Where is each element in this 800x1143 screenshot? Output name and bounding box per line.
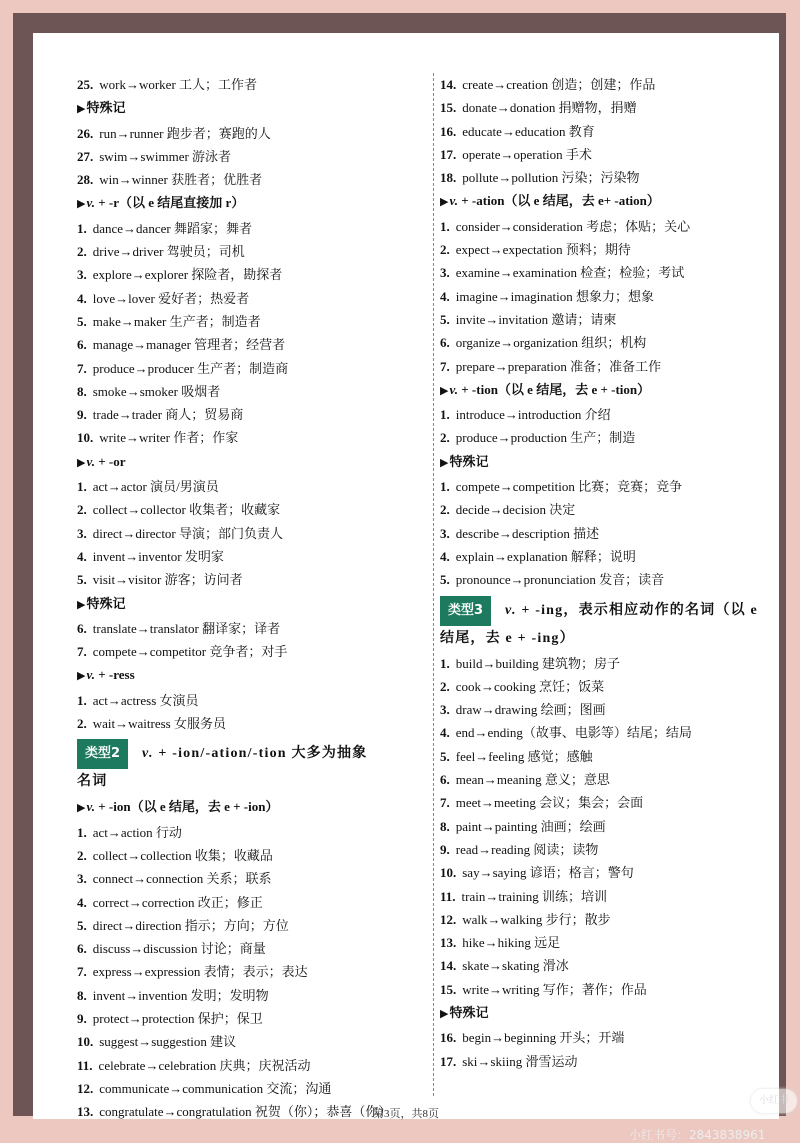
list-item (440, 1050, 785, 1073)
list-item (440, 166, 785, 189)
item-text: ski→skiing 滑雪运动 (462, 1053, 578, 1069)
list-item (77, 240, 427, 263)
item-number: 4. (440, 548, 450, 564)
item-number: 4. (77, 894, 87, 910)
subheading (77, 795, 427, 820)
list-item (440, 791, 785, 814)
list-item (77, 217, 427, 240)
list-item (440, 426, 785, 449)
list-item (77, 145, 427, 168)
item-number: 6. (77, 941, 87, 957)
item-text: collect→collector 收集者；收藏家 (92, 502, 281, 518)
item-number: 2. (440, 678, 450, 694)
item-text: build→building 建筑物；房子 (455, 655, 621, 671)
item-text: feel→feeling 感觉；感触 (455, 748, 593, 764)
item-text: prepare→preparation 准备；准备工作 (455, 358, 662, 374)
item-number: 1. (440, 218, 450, 234)
item-text: run→runner 跑步者；赛跑的人 (99, 125, 271, 141)
item-number: 3. (77, 525, 87, 541)
item-number: 1. (77, 479, 87, 495)
document-page (33, 33, 789, 1142)
watermark-id: 小红书号：2843838961 (629, 1128, 766, 1142)
item-number: 11. (440, 888, 456, 904)
item-text: protect→protection 保护；保卫 (92, 1010, 263, 1026)
list-item (77, 475, 427, 498)
list-item (440, 815, 785, 838)
item-text: examine→examination 检查；检验；考试 (455, 265, 685, 281)
list-item (77, 426, 427, 449)
item-text: draw→drawing 绘画；图画 (455, 702, 606, 718)
triangle-bullet-icon: ▶ (77, 103, 86, 116)
item-text: congratulate→congratulation 祝贺（你）；恭喜（你） (99, 1104, 392, 1120)
item-text: create→creation 创造；创建；作品 (462, 77, 656, 92)
list-item (77, 403, 427, 426)
list-item (77, 380, 427, 403)
triangle-bullet-icon: ▶ (440, 1007, 449, 1020)
item-number: 3. (77, 871, 87, 887)
item-number: 8. (77, 987, 87, 1003)
item-number: 5. (77, 313, 87, 329)
list-item (77, 937, 427, 960)
item-number: 13. (440, 935, 457, 951)
item-number: 4. (440, 725, 450, 741)
item-number: 2. (77, 716, 87, 732)
item-text: explore→explorer 探险者，勘探者 (92, 267, 283, 283)
subheading (77, 191, 427, 216)
subheading (440, 450, 785, 475)
item-text: make→maker 生产者；制造者 (92, 313, 261, 329)
item-text: write→writing 写作；著作；作品 (462, 981, 647, 997)
list-item (440, 522, 785, 545)
type-heading (440, 596, 785, 626)
list-item (440, 954, 785, 977)
item-text: direct→direction 指示；方向；方位 (92, 917, 289, 933)
item-text: work→worker 工人；工作者 (99, 77, 258, 92)
item-text: donate→donation 捐赠物，捐赠 (462, 100, 637, 116)
list-item (440, 721, 785, 744)
list-item (440, 285, 785, 308)
list-item (77, 914, 427, 937)
item-text: invite→invitation 邀请；请柬 (455, 311, 617, 327)
item-number: 4. (77, 290, 87, 306)
list-item (440, 403, 785, 426)
item-number: 3. (440, 265, 450, 281)
item-text: direct→director 导演；部门负责人 (92, 525, 284, 541)
item-number: 15. (440, 100, 457, 116)
item-number: 7. (77, 644, 87, 660)
item-text: expect→expectation 预料；期待 (455, 242, 631, 258)
subheading-text: + -or (95, 453, 126, 469)
item-number: 1. (440, 655, 450, 671)
triangle-bullet-icon: ▶ (77, 456, 86, 469)
left-column (77, 73, 427, 1123)
item-number: 10. (440, 865, 457, 881)
item-number: 7. (77, 964, 87, 980)
subheading-text: 特殊记 (86, 595, 126, 611)
triangle-bullet-icon: ▶ (77, 598, 86, 611)
item-text: pronounce→pronunciation 发音；读音 (455, 572, 665, 588)
list-item (77, 333, 427, 356)
item-number: 16. (440, 1030, 457, 1046)
list-item (77, 1077, 427, 1100)
item-text: connect→connection 关系；联系 (92, 871, 272, 887)
item-text: train→training 训练；培训 (461, 888, 608, 904)
item-text: produce→producer 生产者；制造商 (92, 360, 289, 376)
page-frame (13, 13, 789, 1142)
list-item (440, 96, 785, 119)
list-item (77, 522, 427, 545)
list-item (440, 475, 785, 498)
item-text: invent→inventor 发明家 (92, 548, 224, 564)
item-number: 1. (77, 692, 87, 708)
list-item (77, 168, 427, 191)
item-number: 2. (77, 244, 87, 260)
item-text: read→reading 阅读；读物 (455, 841, 599, 857)
list-item (440, 215, 785, 238)
item-text: explain→explanation 解释；说明 (455, 548, 636, 564)
list-item (77, 310, 427, 333)
item-number: 8. (77, 383, 87, 399)
list-item (440, 331, 785, 354)
item-number: 7. (440, 795, 450, 811)
list-item (440, 73, 785, 96)
item-text: correct→correction 改正；修正 (92, 894, 263, 910)
item-number: 2. (440, 242, 450, 258)
item-number: 6. (440, 335, 450, 351)
part-of-speech: v. (449, 193, 459, 209)
item-number: 10. (77, 430, 94, 446)
list-item (77, 122, 427, 145)
list-item (77, 689, 427, 712)
list-item (440, 498, 785, 521)
item-number: 11. (77, 1057, 93, 1073)
item-text: consider→consideration 考虑；体贴；关心 (455, 218, 691, 234)
part-of-speech: v. (86, 667, 96, 683)
list-item (77, 867, 427, 890)
item-text: mean→meaning 意义；意思 (455, 772, 610, 788)
list-item (77, 821, 427, 844)
item-text: translate→translator 翻译家；译者 (92, 620, 281, 636)
item-text: compete→competitor 竞争者；对手 (92, 644, 288, 660)
item-number: 10. (77, 1034, 94, 1050)
list-item (77, 498, 427, 521)
part-of-speech: v. (86, 799, 96, 815)
item-number: 6. (77, 620, 87, 636)
list-item (440, 355, 785, 378)
type-heading-continuation: 结尾，去 e + -ing） (440, 630, 575, 646)
item-number: 8. (440, 818, 450, 834)
list-item (77, 960, 427, 983)
item-number: 28. (77, 172, 94, 188)
part-of-speech: v. (449, 381, 459, 397)
item-text: imagine→imagination 想象力；想象 (455, 288, 654, 304)
item-number: 12. (440, 911, 457, 927)
list-item (77, 357, 427, 380)
triangle-bullet-icon: ▶ (77, 670, 86, 683)
list-item (440, 652, 785, 675)
list-item (77, 617, 427, 640)
list-item (440, 698, 785, 721)
triangle-bullet-icon: ▶ (77, 802, 86, 815)
item-text: paint→painting 油画；绘画 (455, 818, 606, 834)
item-text: communicate→communication 交流；沟通 (99, 1080, 332, 1096)
triangle-bullet-icon: ▶ (77, 198, 86, 211)
item-number: 6. (440, 772, 450, 788)
subheading-text: 特殊记 (449, 1004, 489, 1020)
list-item (440, 908, 785, 931)
item-text: decide→decision 决定 (455, 502, 576, 518)
item-number: 7. (440, 358, 450, 374)
item-number: 14. (440, 77, 457, 92)
item-number: 2. (77, 847, 87, 863)
triangle-bullet-icon: ▶ (440, 196, 449, 209)
item-number: 1. (440, 479, 450, 495)
list-item (440, 768, 785, 791)
item-text: act→action 行动 (92, 824, 182, 840)
subheading-text: + -r（以 e 结尾直接加 r） (95, 195, 245, 211)
subheading-text: + -ation（以 e 结尾，去 e+ -ation） (458, 193, 660, 209)
item-text: end→ending（故事、电影等）结尾；结局 (455, 725, 692, 741)
item-text: walk→walking 步行；散步 (462, 911, 611, 927)
item-text: begin→beginning 开头；开端 (462, 1030, 625, 1046)
item-text: say→saying 谚语；格言；警句 (462, 865, 634, 881)
item-text: compete→competition 比赛；竞赛；竞争 (455, 479, 683, 495)
list-item (440, 1026, 785, 1049)
item-number: 2. (440, 502, 450, 518)
item-number: 6. (77, 337, 87, 353)
item-number: 14. (440, 958, 457, 974)
item-number: 18. (440, 170, 457, 186)
subheading-text: 特殊记 (86, 100, 126, 116)
item-text: produce→production 生产；制造 (455, 430, 636, 446)
item-text: wait→waitress 女服务员 (92, 716, 226, 732)
list-item (440, 931, 785, 954)
part-of-speech: v. (86, 195, 96, 211)
item-text: collect→collection 收集；收藏品 (92, 847, 273, 863)
item-text: win→winner 获胜者；优胜者 (99, 172, 263, 188)
list-item (77, 263, 427, 286)
item-text: celebrate→celebration 庆典；庆祝活动 (98, 1057, 311, 1073)
item-text: visit→visitor 游客；访问者 (92, 572, 243, 588)
list-item (77, 568, 427, 591)
item-number: 1. (77, 824, 87, 840)
item-number: 13. (77, 1104, 94, 1120)
subheading-text: + -ion（以 e 结尾，去 e + -ion） (95, 799, 279, 815)
item-text: invent→invention 发明；发明物 (92, 987, 269, 1003)
item-number: 3. (440, 525, 450, 541)
subheading-text: + -tion（以 e 结尾，去 e + -tion） (458, 381, 651, 397)
item-text: manage→manager 管理者；经营者 (92, 337, 286, 353)
list-item (440, 261, 785, 284)
list-item (440, 978, 785, 1001)
list-item (440, 143, 785, 166)
item-number: 25. (77, 77, 94, 92)
item-text: act→actress 女演员 (92, 692, 199, 708)
item-number: 26. (77, 125, 94, 141)
item-number: 12. (77, 1080, 94, 1096)
item-text: swim→swimmer 游泳者 (99, 148, 232, 164)
page-footer: 第3页，共8页 (373, 1108, 439, 1120)
item-number: 27. (77, 148, 94, 164)
list-item (440, 308, 785, 331)
list-item (440, 120, 785, 143)
item-number: 2. (440, 430, 450, 446)
list-item (77, 712, 427, 735)
list-item (440, 838, 785, 861)
subheading (77, 663, 427, 688)
right-column (433, 73, 785, 1096)
item-text: drive→driver 驾驶员；司机 (92, 244, 245, 260)
item-number: 4. (77, 548, 87, 564)
subheading (77, 96, 427, 121)
list-item (77, 984, 427, 1007)
item-text: trade→trader 商人；贸易商 (92, 407, 244, 423)
item-text: skate→skating 滑冰 (462, 958, 569, 974)
item-text: hike→hiking 远足 (462, 935, 561, 951)
type-heading (77, 739, 427, 769)
triangle-bullet-icon: ▶ (440, 456, 449, 469)
list-item (77, 844, 427, 867)
list-item (77, 73, 427, 96)
item-text: act→actor 演员/男演员 (92, 479, 219, 495)
list-item (440, 568, 785, 591)
item-text: suggest→suggestion 建议 (99, 1034, 237, 1050)
item-text: write→writer 作者；作家 (99, 430, 239, 446)
item-text: educate→education 教育 (462, 123, 595, 139)
item-number: 3. (77, 267, 87, 283)
type-heading-text: + -ing，表示相应动作的名词（以 e (516, 602, 758, 618)
subheading (440, 189, 785, 214)
list-item (77, 891, 427, 914)
item-number: 9. (77, 1010, 87, 1026)
subheading-text: + -ress (95, 667, 135, 683)
subheading (440, 378, 785, 403)
item-text: cook→cooking 烹饪；饭菜 (455, 678, 605, 694)
item-text: introduce→introduction 介绍 (455, 407, 611, 423)
list-item (77, 1007, 427, 1030)
item-number: 5. (77, 572, 87, 588)
item-number: 5. (440, 311, 450, 327)
watermark-logo: 小红书 (751, 1089, 797, 1113)
part-of-speech: v. (505, 602, 517, 618)
list-item (440, 675, 785, 698)
item-number: 16. (440, 123, 457, 139)
item-text: love→lover 爱好者；热爱者 (92, 290, 250, 306)
item-number: 15. (440, 981, 457, 997)
part-of-speech: v. (86, 453, 96, 469)
item-number: 7. (77, 360, 87, 376)
item-text: describe→description 描述 (455, 525, 600, 541)
type-heading-text: + -ion/-ation/-tion 大多为抽象 (153, 746, 368, 762)
subheading (77, 592, 427, 617)
item-number: 17. (440, 1053, 457, 1069)
list-item (77, 287, 427, 310)
item-text: smoke→smoker 吸烟者 (92, 383, 221, 399)
list-item (440, 885, 785, 908)
type-badge: 类型3 (440, 596, 491, 626)
item-number: 2. (77, 502, 87, 518)
item-text: operate→operation 手术 (462, 146, 592, 162)
item-number: 9. (77, 407, 87, 423)
triangle-bullet-icon: ▶ (440, 384, 449, 397)
item-text: pollute→pollution 污染；污染物 (462, 170, 640, 186)
item-number: 4. (440, 288, 450, 304)
item-number: 1. (440, 407, 450, 423)
type-heading-continuation: 名词 (77, 774, 108, 790)
list-item (440, 545, 785, 568)
subheading (77, 450, 427, 475)
part-of-speech: v. (142, 746, 154, 762)
list-item (77, 1054, 427, 1077)
list-item (440, 238, 785, 261)
item-number: 9. (440, 841, 450, 857)
list-item (440, 745, 785, 768)
type-badge: 类型2 (77, 739, 128, 769)
item-text: meet→meeting 会议；集会；会面 (455, 795, 644, 811)
item-number: 1. (77, 220, 87, 236)
list-item (440, 861, 785, 884)
list-item (77, 640, 427, 663)
list-item (77, 545, 427, 568)
item-text: discuss→discussion 讨论；商量 (92, 941, 266, 957)
subheading-text: 特殊记 (449, 453, 489, 469)
list-item (77, 1030, 427, 1053)
item-number: 17. (440, 146, 457, 162)
item-text: express→expression 表情；表示；表达 (92, 964, 308, 980)
item-text: dance→dancer 舞蹈家；舞者 (92, 220, 252, 236)
subheading (440, 1001, 785, 1026)
item-text: organize→organization 组织；机构 (455, 335, 647, 351)
item-number: 5. (440, 572, 450, 588)
item-number: 3. (440, 702, 450, 718)
item-number: 5. (77, 917, 87, 933)
item-number: 5. (440, 748, 450, 764)
